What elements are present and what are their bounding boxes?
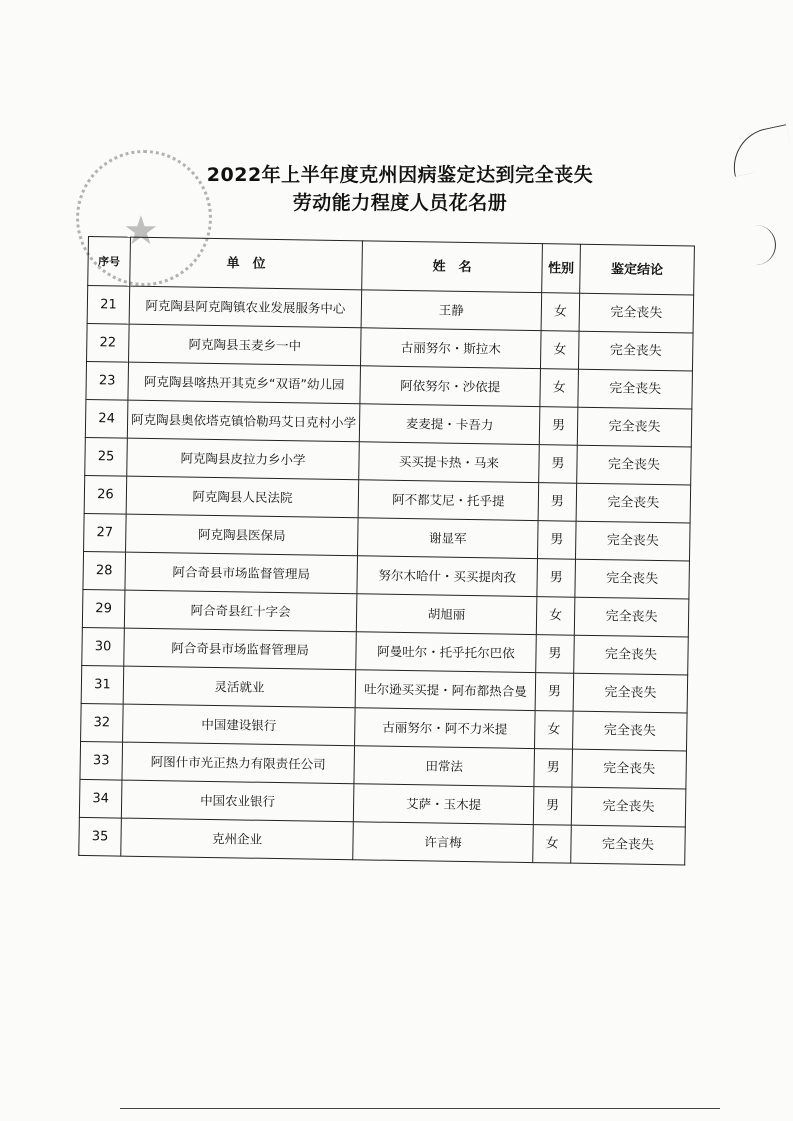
header-unit: 单 位: [130, 237, 363, 290]
cell-seq: 34: [79, 779, 122, 818]
cell-result: 完全丧失: [574, 597, 689, 637]
cell-gender: 男: [535, 673, 574, 712]
cell-result: 完全丧失: [571, 825, 686, 865]
cell-unit: 阿克陶县奥依塔克镇恰勒玛艾日克村小学: [127, 400, 360, 442]
cell-unit: 阿合奇县市场监督管理局: [125, 552, 358, 594]
cell-gender: 男: [534, 749, 573, 788]
cell-result: 完全丧失: [577, 445, 692, 485]
cell-unit: 中国农业银行: [121, 780, 354, 822]
cell-unit: 克州企业: [121, 818, 354, 860]
cell-gender: 女: [541, 293, 580, 332]
cell-gender: 女: [540, 331, 579, 370]
cell-unit: 中国建设银行: [123, 704, 356, 746]
header-name: 姓 名: [362, 241, 543, 293]
cell-result: 完全丧失: [572, 749, 687, 789]
cell-result: 完全丧失: [571, 787, 686, 827]
cell-seq: 28: [83, 551, 126, 590]
cell-name: 谢显军: [358, 518, 539, 559]
cell-unit: 阿克陶县医保局: [126, 514, 359, 556]
cell-gender: 男: [537, 559, 576, 598]
cell-gender: 男: [539, 407, 578, 446]
cell-name: 买买提卡热・马来: [359, 442, 540, 483]
cell-unit: 阿合奇县市场监督管理局: [124, 628, 357, 670]
cell-name: 古丽努尔・阿不力米提: [355, 708, 536, 749]
cell-name: 田常法: [354, 746, 535, 787]
cell-result: 完全丧失: [574, 635, 689, 675]
cell-name: 麦麦提・卡吾力: [359, 404, 540, 445]
cell-gender: 女: [535, 711, 574, 750]
cell-name: 阿不都艾尼・托乎提: [358, 480, 539, 521]
cell-name: 努尔木哈什・买买提肉孜: [357, 556, 538, 597]
cell-result: 完全丧失: [578, 331, 693, 371]
cell-seq: 33: [80, 741, 123, 780]
cell-unit: 阿克陶县玉麦乡一中: [129, 324, 362, 366]
roster-table: [78, 236, 695, 865]
cell-gender: 女: [536, 597, 575, 636]
cell-unit: 阿图什市光正热力有限责任公司: [122, 742, 355, 784]
cell-seq: 27: [84, 513, 127, 552]
cell-unit: 阿合奇县红十字会: [124, 590, 357, 632]
cell-result: 完全丧失: [572, 711, 687, 751]
cell-unit: 阿克陶县人民法院: [126, 476, 359, 518]
cell-gender: 男: [539, 445, 578, 484]
page-rule: [120, 1108, 720, 1109]
header-seq: 序号: [88, 237, 131, 287]
cell-result: 完全丧失: [576, 483, 691, 523]
table-row: [79, 817, 686, 865]
cell-unit: 阿克陶县喀热开其克乡“双语”幼儿园: [128, 362, 361, 404]
cell-seq: 25: [85, 437, 128, 476]
cell-seq: 24: [85, 399, 128, 438]
cell-gender: 男: [533, 787, 572, 826]
cell-unit: 阿克陶县阿克陶镇农业发展服务中心: [129, 286, 362, 328]
cell-gender: 女: [540, 369, 579, 408]
cell-seq: 32: [81, 703, 124, 742]
cell-gender: 男: [538, 483, 577, 522]
cell-unit: 灵活就业: [123, 666, 356, 708]
cell-name: 阿曼吐尔・托乎托尔巴依: [356, 632, 537, 673]
roster-sheet: [78, 236, 694, 865]
cell-seq: 26: [84, 475, 127, 514]
cell-name: 阿依努尔・沙依提: [360, 366, 541, 407]
cell-gender: 男: [536, 635, 575, 674]
cell-gender: 男: [537, 521, 576, 560]
cell-name: 胡旭丽: [356, 594, 537, 635]
pen-mark: [745, 225, 776, 265]
cell-name: 许言梅: [353, 822, 534, 863]
cell-seq: 23: [86, 361, 129, 400]
document-title-line2: 劳动能力程度人员花名册: [292, 192, 508, 214]
cell-result: 完全丧失: [579, 293, 694, 333]
cell-seq: 29: [82, 589, 125, 628]
cell-seq: 30: [82, 627, 125, 666]
cell-seq: 21: [87, 286, 130, 325]
header-result: 鉴定结论: [580, 244, 695, 295]
seal-star-icon: ★: [123, 208, 159, 254]
cell-seq: 35: [79, 817, 122, 856]
header-gender: 性别: [542, 244, 581, 294]
cell-name: 艾萨・玉木提: [353, 784, 534, 825]
pen-mark: [726, 124, 793, 177]
cell-result: 完全丧失: [573, 673, 688, 713]
cell-result: 完全丧失: [577, 407, 692, 447]
cell-unit: 阿克陶县皮拉力乡小学: [127, 438, 360, 480]
cell-result: 完全丧失: [575, 521, 690, 561]
cell-result: 完全丧失: [575, 559, 690, 599]
cell-result: 完全丧失: [578, 369, 693, 409]
cell-seq: 22: [87, 323, 130, 362]
cell-name: 王静: [361, 290, 542, 331]
cell-name: 吐尔逊买买提・阿布都热合曼: [355, 670, 536, 711]
cell-name: 古丽努尔・斯拉木: [360, 328, 541, 369]
cell-gender: 女: [533, 825, 572, 864]
cell-seq: 31: [81, 665, 124, 704]
document-title-line1: 2022年上半年度克州因病鉴定达到完全丧失: [206, 164, 594, 186]
